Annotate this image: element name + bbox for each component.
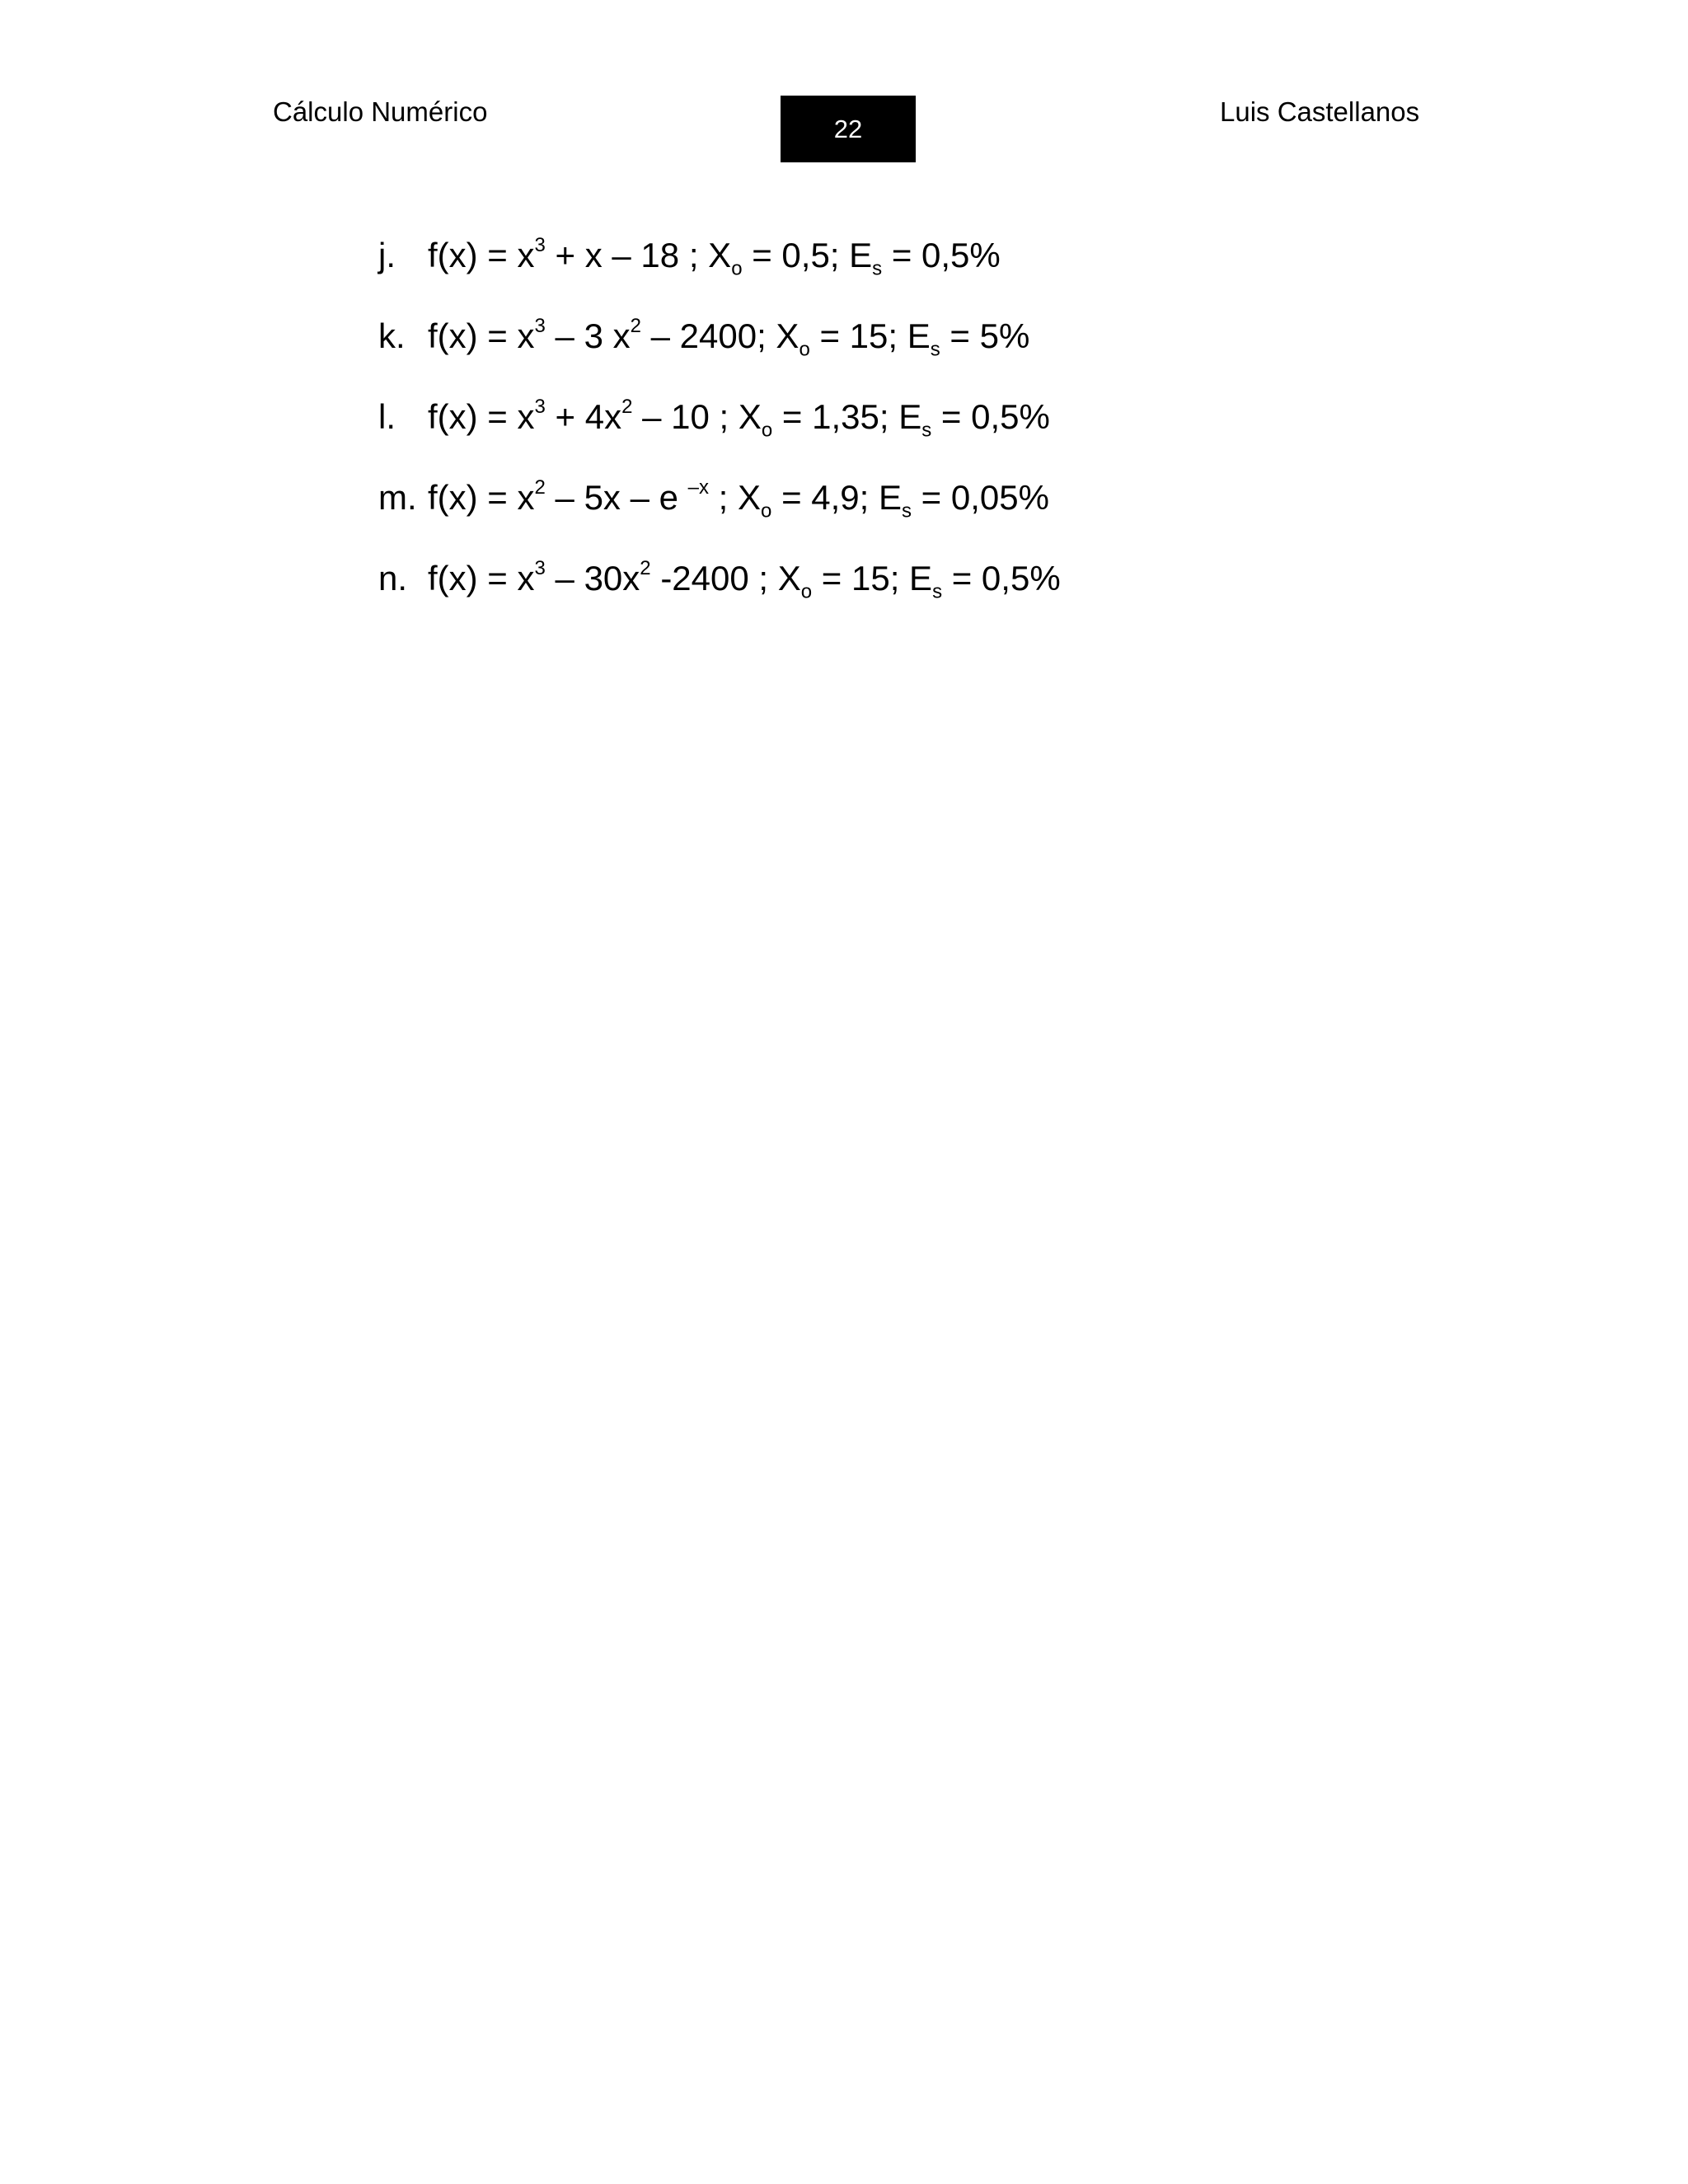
- exercise-formula: $f(x) = x^3 - 30x^2$ -2400 ; $X_o = 15$; $E_s = 0,5\%$: [428, 557, 1061, 603]
- exercise-formula: $f(x) = x^2 - 5x - e$ $^{-x}$ ; $X_o = 4,9$; $E_s = 0,05\%$: [428, 476, 1049, 523]
- exercise-label: m.: [378, 478, 417, 517]
- exercise-label: l.: [378, 397, 396, 436]
- exercise-label: k.: [378, 316, 406, 355]
- exercise-label: n.: [378, 559, 408, 598]
- exercise-formula: $f(x) = x^3 - 3$ $x^2 - 2400$; $X_o = 15$; $E_s = 5\%$: [428, 315, 1030, 361]
- page-number: 22: [833, 114, 863, 143]
- exercise-formula: $f(x) = x^3 + 4x^2 - 10$ ; $X_o = 1,35$; $E_s = 0,5\%$: [428, 396, 1050, 442]
- header-author: Luis Castellanos: [1220, 96, 1420, 127]
- header-title: Cálculo Numérico: [273, 96, 488, 127]
- page-number-box: [781, 96, 916, 162]
- exercise-label: j.: [378, 236, 396, 274]
- exercise-formula: $f(x) = x^3 + x - 18$ ; $X_o = 0,5$; $E_s = 0,5\%$: [428, 234, 1001, 280]
